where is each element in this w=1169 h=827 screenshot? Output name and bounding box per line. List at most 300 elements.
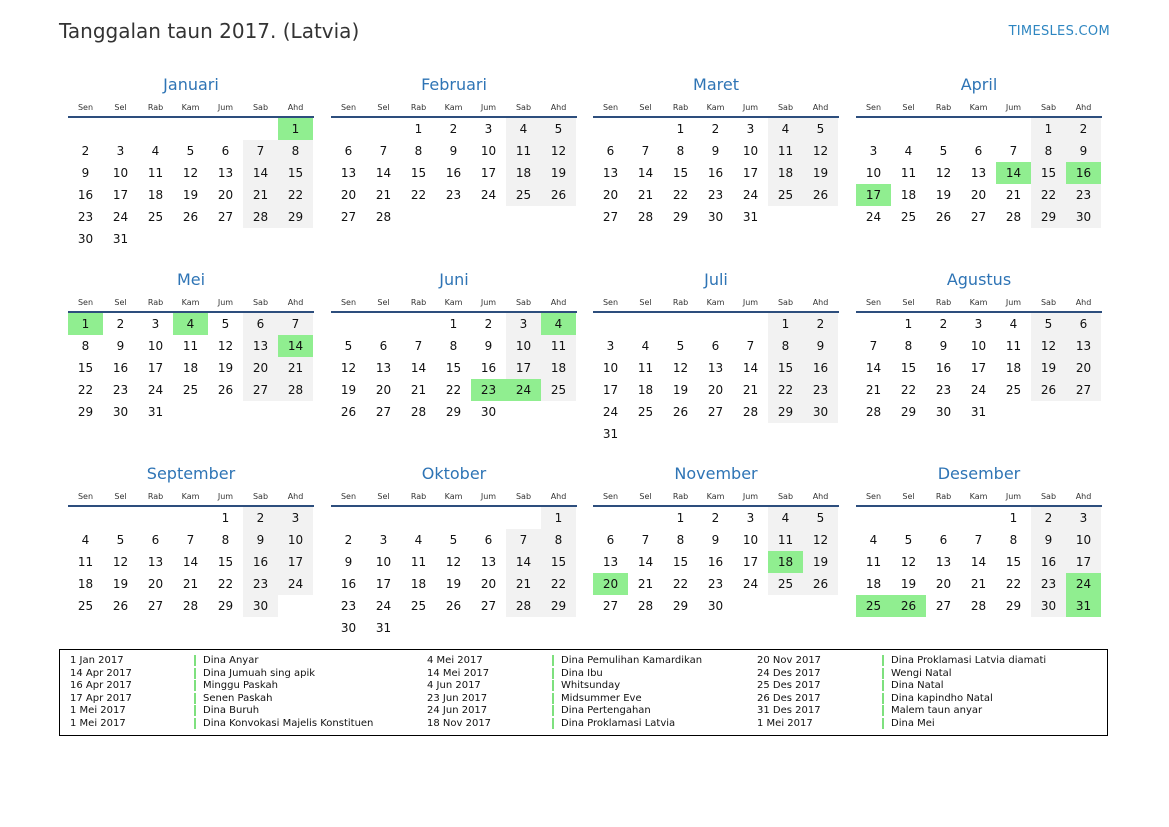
holiday-day-cell: 20 [593,573,628,595]
day-cell: 26 [112,599,129,613]
day-cell: 5 [676,339,685,353]
legend-holiday-name: Minggu Paskah [194,680,278,691]
day-cell: 14 [182,555,199,569]
day-cell: 21 [637,188,654,202]
weekend-day-cell: 26 [803,184,838,206]
day-cell: 6 [939,533,948,547]
weekday-header: Ahd [812,103,829,112]
weekend-day-cell: 15 [541,551,576,573]
day-cell: 10 [742,533,759,547]
weekday-header: Sel [902,103,915,112]
weekday-header: Sen [602,103,619,112]
day-cell: 12 [340,361,357,375]
day-cell: 25 [182,383,199,397]
day-cell: 7 [974,533,983,547]
weekend-day-cell: 19 [803,551,838,573]
day-cell: 19 [445,577,462,591]
weekend-day-cell: 12 [803,140,838,162]
day-cell: 14 [637,166,654,180]
weekend-day-cell: 2 [1066,118,1101,140]
day-cell: 31 [147,405,164,419]
holiday-day-cell: 1 [278,118,313,140]
day-cell: 25 [637,405,654,419]
day-cell: 6 [221,144,230,158]
weekday-header: Sab [252,298,269,307]
day-cell: 19 [672,383,689,397]
weekday-header: Sab [515,298,532,307]
day-cell: 8 [449,339,458,353]
weekday-header: Sab [252,103,269,112]
weekday-header: Sel [902,298,915,307]
legend-holiday-name: Dina Pemulihan Kamardikan [552,655,702,666]
day-cell: 6 [151,533,160,547]
site-link[interactable]: TIMESLES.COM [1008,24,1110,39]
weekday-header: Jum [217,103,234,112]
month-name: Oktober [421,464,487,483]
weekend-day-cell: 25 [506,184,541,206]
day-cell: 17 [112,188,129,202]
day-cell: 3 [379,533,388,547]
day-cell: 18 [410,577,427,591]
weekend-day-cell: 16 [243,551,278,573]
day-cell: 29 [900,405,917,419]
weekend-day-cell: 30 [1031,595,1066,617]
weekend-day-cell: 12 [541,140,576,162]
day-cell: 29 [217,599,234,613]
day-cell: 3 [869,144,878,158]
weekday-header: Kam [444,492,463,501]
day-cell: 7 [379,144,388,158]
day-cell: 8 [904,339,913,353]
day-cell: 18 [1005,361,1022,375]
day-cell: 15 [217,555,234,569]
day-cell: 12 [445,555,462,569]
legend-holiday-name: Midsummer Eve [552,693,642,704]
legend-date: 1 Mei 2017 [70,705,126,717]
weekday-header: Sen [865,298,882,307]
day-cell: 5 [344,339,353,353]
day-cell: 12 [182,166,199,180]
weekend-day-cell: 22 [541,573,576,595]
weekend-day-cell: 7 [506,529,541,551]
weekend-day-cell: 28 [506,595,541,617]
day-cell: 28 [637,210,654,224]
day-cell: 14 [970,555,987,569]
day-cell: 28 [375,210,392,224]
weekday-header: Kam [706,492,725,501]
day-cell: 14 [865,361,882,375]
legend-date: 25 Des 2017 [757,680,821,692]
day-cell: 14 [410,361,427,375]
weekday-header: Kam [706,298,725,307]
weekend-day-cell: 2 [243,507,278,529]
day-cell: 10 [480,144,497,158]
weekend-day-cell: 21 [506,573,541,595]
weekday-header: Kam [444,103,463,112]
weekend-day-cell: 19 [1031,357,1066,379]
legend-date: 24 Des 2017 [757,667,821,679]
weekend-day-cell: 12 [803,529,838,551]
day-cell: 7 [186,533,195,547]
weekday-header: Rab [672,492,689,501]
weekend-day-cell: 22 [768,379,803,401]
day-cell: 25 [147,210,164,224]
month-name: Agustus [946,270,1012,289]
day-cell: 21 [410,383,427,397]
month-block [331,270,577,460]
weekend-day-cell: 1 [541,507,576,529]
day-cell: 21 [970,577,987,591]
weekday-header: Jum [217,298,234,307]
day-cell: 18 [77,577,94,591]
day-cell: 22 [672,188,689,202]
month-name: Januari [163,75,219,94]
day-cell: 18 [182,361,199,375]
weekend-day-cell: 29 [541,595,576,617]
weekend-day-cell: 25 [768,573,803,595]
day-cell: 28 [742,405,759,419]
day-cell: 12 [112,555,129,569]
day-cell: 27 [602,210,619,224]
day-cell: 16 [77,188,94,202]
day-cell: 27 [480,599,497,613]
day-cell: 4 [904,144,913,158]
weekend-day-cell: 28 [278,379,313,401]
legend-date: 4 Jun 2017 [427,680,481,692]
weekend-day-cell: 23 [1031,573,1066,595]
day-cell: 17 [480,166,497,180]
weekday-header: Sen [340,492,357,501]
day-cell: 3 [116,144,125,158]
weekday-header: Sab [252,492,269,501]
weekday-header: Ahd [287,492,304,501]
day-cell: 15 [77,361,94,375]
holiday-day-cell: 23 [471,379,506,401]
day-cell: 26 [182,210,199,224]
weekend-day-cell: 30 [1066,206,1101,228]
day-cell: 7 [641,144,650,158]
weekend-day-cell: 5 [803,507,838,529]
day-cell: 25 [410,599,427,613]
weekday-header: Sen [865,103,882,112]
weekend-day-cell: 12 [1031,335,1066,357]
weekday-header: Jum [480,103,497,112]
day-cell: 10 [602,361,619,375]
day-cell: 21 [375,188,392,202]
day-cell: 13 [970,166,987,180]
day-cell: 28 [410,405,427,419]
day-cell: 22 [672,577,689,591]
weekend-day-cell: 14 [243,162,278,184]
month-block [593,464,839,654]
day-cell: 9 [484,339,493,353]
day-cell: 30 [480,405,497,419]
day-cell: 8 [676,533,685,547]
day-cell: 21 [1005,188,1022,202]
weekday-header: Kam [181,298,200,307]
month-name: Juni [439,270,469,289]
month-block [68,464,314,654]
legend-holiday-name: Dina Mei [882,718,935,729]
weekend-day-cell: 10 [506,335,541,357]
weekend-day-cell: 26 [1031,379,1066,401]
holiday-day-cell: 24 [506,379,541,401]
day-cell: 26 [340,405,357,419]
day-cell: 13 [602,555,619,569]
month-block [331,464,577,654]
weekend-day-cell: 17 [1066,551,1101,573]
day-cell: 22 [445,383,462,397]
day-cell: 29 [672,599,689,613]
day-cell: 24 [742,188,759,202]
day-cell: 24 [480,188,497,202]
legend-date: 17 Apr 2017 [70,692,132,704]
day-cell: 6 [606,533,615,547]
weekday-header: Sen [865,492,882,501]
weekend-day-cell: 8 [1031,140,1066,162]
weekday-header: Rab [410,492,427,501]
legend-holiday-name: Malem taun anyar [882,705,982,716]
month-name: Desember [937,464,1021,483]
day-cell: 20 [147,577,164,591]
weekend-day-cell: 8 [768,335,803,357]
day-cell: 31 [375,621,392,635]
legend-holiday-name: Dina kapindho Natal [882,693,993,704]
month-block [856,270,1102,460]
weekday-header: Ahd [287,298,304,307]
day-cell: 8 [676,144,685,158]
day-cell: 30 [340,621,357,635]
weekend-day-cell: 5 [541,118,576,140]
legend-date: 1 Mei 2017 [757,718,813,729]
day-cell: 7 [746,339,755,353]
weekday-header: Jum [1005,492,1022,501]
day-cell: 12 [900,555,917,569]
weekday-header: Sen [602,298,619,307]
holiday-day-cell: 4 [173,313,208,335]
weekday-header: Ahd [550,103,567,112]
weekend-day-cell: 18 [768,162,803,184]
weekday-header: Sel [377,298,390,307]
day-cell: 30 [707,210,724,224]
weekday-header: Sab [515,492,532,501]
legend-holiday-name: Dina Ibu [552,668,603,679]
day-cell: 30 [935,405,952,419]
legend-holiday-name: Dina Proklamasi Latvia diamati [882,655,1046,666]
day-cell: 28 [865,405,882,419]
month-name: Juli [704,270,728,289]
day-cell: 9 [711,144,720,158]
weekday-header: Ahd [287,103,304,112]
day-cell: 16 [480,361,497,375]
day-cell: 7 [1009,144,1018,158]
weekend-day-cell: 30 [243,595,278,617]
day-cell: 26 [935,210,952,224]
day-cell: 11 [182,339,199,353]
month-name: Maret [693,75,739,94]
weekday-header: Sab [1040,298,1057,307]
weekend-day-cell: 25 [541,379,576,401]
month-block [856,464,1102,654]
weekend-day-cell: 3 [278,507,313,529]
weekend-day-cell: 4 [506,118,541,140]
weekday-header: Ahd [812,298,829,307]
day-cell: 13 [935,555,952,569]
legend-holiday-name: Dina Konvokasi Majelis Konstituen [194,718,373,729]
day-cell: 24 [602,405,619,419]
day-cell: 24 [970,383,987,397]
day-cell: 21 [742,383,759,397]
weekday-header: Sel [377,103,390,112]
weekend-day-cell: 15 [278,162,313,184]
holiday-day-cell: 25 [856,595,891,617]
day-cell: 20 [707,383,724,397]
day-cell: 7 [414,339,423,353]
weekend-day-cell: 8 [541,529,576,551]
day-cell: 22 [217,577,234,591]
weekday-header: Rab [672,103,689,112]
day-cell: 31 [742,210,759,224]
day-cell: 25 [1005,383,1022,397]
weekday-header: Jum [742,298,759,307]
day-cell: 27 [935,599,952,613]
weekday-header: Ahd [812,492,829,501]
day-cell: 29 [672,210,689,224]
day-cell: 11 [147,166,164,180]
weekend-day-cell: 11 [768,529,803,551]
day-cell: 11 [865,555,882,569]
day-cell: 2 [116,317,125,331]
day-cell: 2 [711,511,720,525]
weekend-day-cell: 6 [243,313,278,335]
day-cell: 21 [637,577,654,591]
day-cell: 11 [410,555,427,569]
day-cell: 16 [445,166,462,180]
legend-date: 20 Nov 2017 [757,655,822,666]
day-cell: 9 [711,533,720,547]
day-cell: 4 [151,144,160,158]
legend-holiday-name: Dina Anyar [194,655,258,666]
weekday-header: Ahd [550,492,567,501]
day-cell: 13 [375,361,392,375]
day-cell: 11 [1005,339,1022,353]
day-cell: 31 [970,405,987,419]
day-cell: 13 [480,555,497,569]
day-cell: 3 [606,339,615,353]
weekday-header: Sel [377,492,390,501]
day-cell: 9 [81,166,90,180]
day-cell: 20 [602,188,619,202]
day-cell: 4 [869,533,878,547]
day-cell: 21 [182,577,199,591]
day-cell: 1 [904,317,913,331]
weekday-header: Sen [77,298,94,307]
legend-holiday-name: Whitsunday [552,680,620,691]
day-cell: 10 [112,166,129,180]
day-cell: 28 [637,599,654,613]
day-cell: 20 [340,188,357,202]
weekend-day-cell: 20 [1066,357,1101,379]
weekend-day-cell: 26 [803,573,838,595]
day-cell: 1 [676,511,685,525]
weekday-header: Sel [902,492,915,501]
weekend-day-cell: 30 [803,401,838,423]
day-cell: 1 [1009,511,1018,525]
weekend-day-cell: 28 [243,206,278,228]
day-cell: 27 [340,210,357,224]
weekday-header: Kam [181,492,200,501]
weekday-header: Jum [480,298,497,307]
day-cell: 3 [484,122,493,136]
day-cell: 2 [81,144,90,158]
weekend-day-cell: 18 [541,357,576,379]
day-cell: 20 [480,577,497,591]
day-cell: 8 [414,144,423,158]
day-cell: 2 [344,533,353,547]
day-cell: 5 [116,533,125,547]
weekend-day-cell: 17 [506,357,541,379]
day-cell: 20 [375,383,392,397]
day-cell: 2 [711,122,720,136]
day-cell: 24 [112,210,129,224]
holiday-day-cell: 17 [856,184,891,206]
holiday-day-cell: 26 [891,595,926,617]
month-name: April [960,75,998,94]
legend-holiday-name: Dina Natal [882,680,944,691]
day-cell: 27 [147,599,164,613]
day-cell: 19 [935,188,952,202]
day-cell: 5 [186,144,195,158]
weekday-header: Rab [672,298,689,307]
day-cell: 6 [606,144,615,158]
weekday-header: Ahd [550,298,567,307]
holiday-day-cell: 18 [768,551,803,573]
weekend-day-cell: 1 [768,313,803,335]
day-cell: 29 [1005,599,1022,613]
day-cell: 27 [602,599,619,613]
weekend-day-cell: 17 [278,551,313,573]
month-name: Februari [421,75,487,94]
weekday-header: Sab [1040,103,1057,112]
day-cell: 5 [939,144,948,158]
day-cell: 3 [746,511,755,525]
weekday-header: Ahd [1075,492,1092,501]
day-cell: 6 [711,339,720,353]
weekend-day-cell: 2 [803,313,838,335]
day-cell: 1 [676,122,685,136]
day-cell: 5 [221,317,230,331]
weekday-header: Sab [777,103,794,112]
legend-holiday-name: Dina Proklamasi Latvia [552,718,675,729]
day-cell: 13 [147,555,164,569]
weekday-header: Sen [340,298,357,307]
day-cell: 26 [217,383,234,397]
day-cell: 4 [81,533,90,547]
day-cell: 7 [641,533,650,547]
day-cell: 18 [637,383,654,397]
weekday-header: Sab [1040,492,1057,501]
day-cell: 2 [484,317,493,331]
day-cell: 8 [1009,533,1018,547]
weekend-day-cell: 13 [243,335,278,357]
weekend-day-cell: 21 [278,357,313,379]
month-block [331,75,577,265]
day-cell: 13 [602,166,619,180]
day-cell: 17 [602,383,619,397]
day-cell: 15 [672,166,689,180]
day-cell: 24 [375,599,392,613]
weekday-header: Jum [480,492,497,501]
